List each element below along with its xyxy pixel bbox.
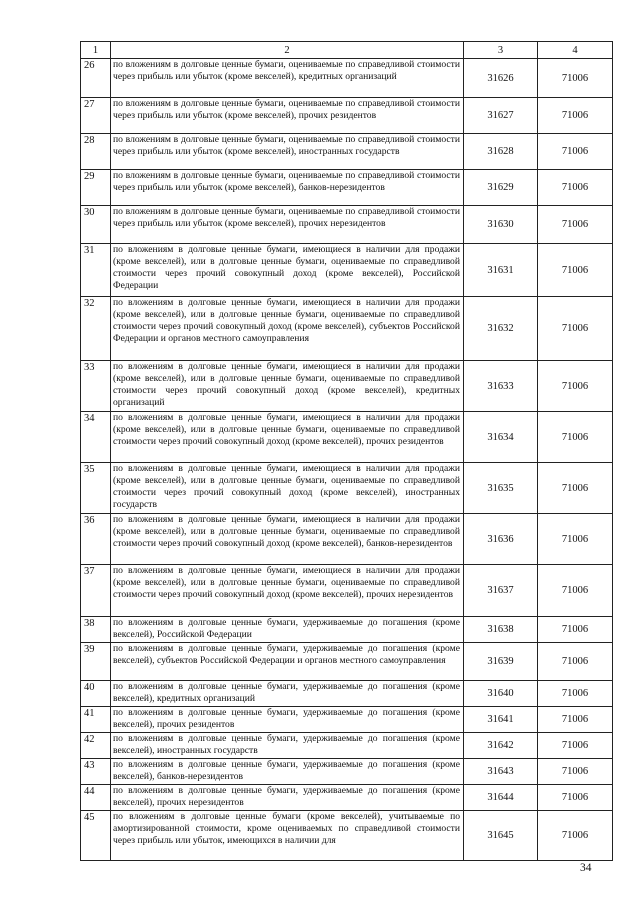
row-number: 35: [81, 463, 111, 514]
row-number: 32: [81, 297, 111, 361]
row-code-b: 71006: [538, 707, 613, 733]
row-number: 44: [81, 785, 111, 811]
row-description: по вложениям в долговые ценные бумаги, удерживаемые до погашения (кроме векселей), банков-нерезидентов: [111, 759, 464, 785]
header-col-1: 1: [81, 42, 111, 59]
table-row: [81, 297, 613, 361]
row-code-b: 71006: [538, 643, 613, 681]
row-code-a: 31638: [464, 617, 538, 643]
row-number: 40: [81, 681, 111, 707]
row-code-a: 31632: [464, 297, 538, 361]
row-description: по вложениям в долговые ценные бумаги, имеющиеся в наличии для продажи (кроме векселей), или в долговые ценные бумаги, оцениваемые по справедливой стоимости через прочий совокупный доход (кроме векселей), прочих нерезидентов: [111, 565, 464, 617]
table-row: [81, 785, 613, 811]
row-code-a: 31644: [464, 785, 538, 811]
row-number: 41: [81, 707, 111, 733]
row-code-b: 71006: [538, 98, 613, 134]
row-number: 31: [81, 244, 111, 297]
row-description: по вложениям в долговые ценные бумаги, имеющиеся в наличии для продажи (кроме векселей), или в долговые ценные бумаги, оцениваемые по справедливой стоимости через прочий совокупный доход (кроме векселей), банков-нерезидентов: [111, 514, 464, 565]
row-code-b: 71006: [538, 170, 613, 206]
row-description: по вложениям в долговые ценные бумаги, имеющиеся в наличии для продажи (кроме векселей), или в долговые ценные бумаги, оцениваемые по справедливой стоимости через прочий совокупный доход (кроме векселей), иностранных государств: [111, 463, 464, 514]
row-code-a: 31630: [464, 206, 538, 244]
row-description: по вложениям в долговые ценные бумаги, имеющиеся в наличии для продажи (кроме векселей), или в долговые ценные бумаги, оцениваемые по справедливой стоимости через прочий совокупный доход (кроме векселей), прочих резидентов: [111, 412, 464, 463]
row-code-a: 31645: [464, 811, 538, 861]
row-description: по вложениям в долговые ценные бумаги, имеющиеся в наличии для продажи (кроме векселей), или в долговые ценные бумаги, оцениваемые по справедливой стоимости через прочий совокупный доход (кроме векселей), Российской Федерации: [111, 244, 464, 297]
row-code-b: 71006: [538, 361, 613, 412]
row-code-b: 71006: [538, 759, 613, 785]
row-code-a: 31627: [464, 98, 538, 134]
row-description: по вложениям в долговые ценные бумаги, оцениваемые по справедливой стоимости через прибыль или убыток (кроме векселей), иностранных государств: [111, 134, 464, 170]
header-col-4: 4: [538, 42, 613, 59]
table-row: [81, 170, 613, 206]
row-description: по вложениям в долговые ценные бумаги (кроме векселей), учитываемые по амортизированной стоимости, кроме оцениваемых по справедливой стоимости через прибыль или убыток, имеющихся в наличии для: [111, 811, 464, 861]
row-number: 42: [81, 733, 111, 759]
row-code-a: 31634: [464, 412, 538, 463]
row-code-b: 71006: [538, 463, 613, 514]
table-row: [81, 98, 613, 134]
row-number: 28: [81, 134, 111, 170]
table-row: [81, 244, 613, 297]
row-code-b: 71006: [538, 59, 613, 98]
row-description: по вложениям в долговые ценные бумаги, имеющиеся в наличии для продажи (кроме векселей), или в долговые ценные бумаги, оцениваемые по справедливой стоимости через прочий совокупный доход (кроме векселей), субъектов Российской Федерации и органов местного самоуправления: [111, 297, 464, 361]
row-number: 26: [81, 59, 111, 98]
row-number: 36: [81, 514, 111, 565]
row-number: 33: [81, 361, 111, 412]
row-description: по вложениям в долговые ценные бумаги, удерживаемые до погашения (кроме векселей), прочих резидентов: [111, 707, 464, 733]
row-number: 38: [81, 617, 111, 643]
row-number: 29: [81, 170, 111, 206]
row-code-a: 31635: [464, 463, 538, 514]
row-code-a: 31636: [464, 514, 538, 565]
table-row: [81, 463, 613, 514]
table-row: [81, 759, 613, 785]
table-row: [81, 361, 613, 412]
row-code-a: 31639: [464, 643, 538, 681]
table-row: [81, 134, 613, 170]
row-code-a: 31628: [464, 134, 538, 170]
row-code-b: 71006: [538, 811, 613, 861]
row-code-b: 71006: [538, 412, 613, 463]
row-description: по вложениям в долговые ценные бумаги, удерживаемые до погашения (кроме векселей), иностранных государств: [111, 733, 464, 759]
row-code-a: 31626: [464, 59, 538, 98]
row-code-b: 71006: [538, 206, 613, 244]
table-row: [81, 206, 613, 244]
row-number: 43: [81, 759, 111, 785]
row-code-b: 71006: [538, 565, 613, 617]
row-number: 39: [81, 643, 111, 681]
row-description: по вложениям в долговые ценные бумаги, удерживаемые до погашения (кроме векселей), субъектов Российской Федерации и органов местного самоуправления: [111, 643, 464, 681]
row-code-a: 31631: [464, 244, 538, 297]
table-row: [81, 811, 613, 861]
header-col-2: 2: [111, 42, 464, 59]
table-row: [81, 412, 613, 463]
row-code-a: 31633: [464, 361, 538, 412]
codes-table: [80, 41, 613, 861]
row-code-b: 71006: [538, 297, 613, 361]
table-body: [81, 59, 613, 861]
row-description: по вложениям в долговые ценные бумаги, оцениваемые по справедливой стоимости через прибыль или убыток (кроме векселей), банков-нерезидентов: [111, 170, 464, 206]
row-code-a: 31641: [464, 707, 538, 733]
table-row: [81, 617, 613, 643]
row-code-a: 31642: [464, 733, 538, 759]
row-code-b: 71006: [538, 785, 613, 811]
row-code-b: 71006: [538, 733, 613, 759]
row-code-b: 71006: [538, 681, 613, 707]
row-description: по вложениям в долговые ценные бумаги, оцениваемые по справедливой стоимости через прибыль или убыток (кроме векселей), прочих резидентов: [111, 98, 464, 134]
row-code-b: 71006: [538, 134, 613, 170]
table-row: [81, 733, 613, 759]
row-description: по вложениям в долговые ценные бумаги, удерживаемые до погашения (кроме векселей), прочих нерезидентов: [111, 785, 464, 811]
row-description: по вложениям в долговые ценные бумаги, удерживаемые до погашения (кроме векселей), кредитных организаций: [111, 681, 464, 707]
row-code-a: 31643: [464, 759, 538, 785]
row-description: по вложениям в долговые ценные бумаги, удерживаемые до погашения (кроме векселей), Российской Федерации: [111, 617, 464, 643]
row-code-b: 71006: [538, 244, 613, 297]
header-col-3: 3: [464, 42, 538, 59]
row-description: по вложениям в долговые ценные бумаги, оцениваемые по справедливой стоимости через прибыль или убыток (кроме векселей), прочих нерезидентов: [111, 206, 464, 244]
row-number: 30: [81, 206, 111, 244]
table-row: [81, 707, 613, 733]
table-row: [81, 681, 613, 707]
row-number: 34: [81, 412, 111, 463]
row-description: по вложениям в долговые ценные бумаги, оцениваемые по справедливой стоимости через прибыль или убыток (кроме векселей), кредитных организаций: [111, 59, 464, 98]
row-number: 27: [81, 98, 111, 134]
table-header-row: [81, 42, 613, 59]
row-code-a: 31640: [464, 681, 538, 707]
table-row: [81, 565, 613, 617]
row-number: 45: [81, 811, 111, 861]
table-row: [81, 514, 613, 565]
row-description: по вложениям в долговые ценные бумаги, имеющиеся в наличии для продажи (кроме векселей), или в долговые ценные бумаги, оцениваемые по справедливой стоимости через прочий совокупный доход (кроме векселей), кредитных организаций: [111, 361, 464, 412]
row-code-b: 71006: [538, 617, 613, 643]
row-code-a: 31629: [464, 170, 538, 206]
table-row: [81, 643, 613, 681]
row-number: 37: [81, 565, 111, 617]
page-number: 34: [580, 862, 592, 874]
table-row: [81, 59, 613, 98]
row-code-a: 31637: [464, 565, 538, 617]
row-code-b: 71006: [538, 514, 613, 565]
